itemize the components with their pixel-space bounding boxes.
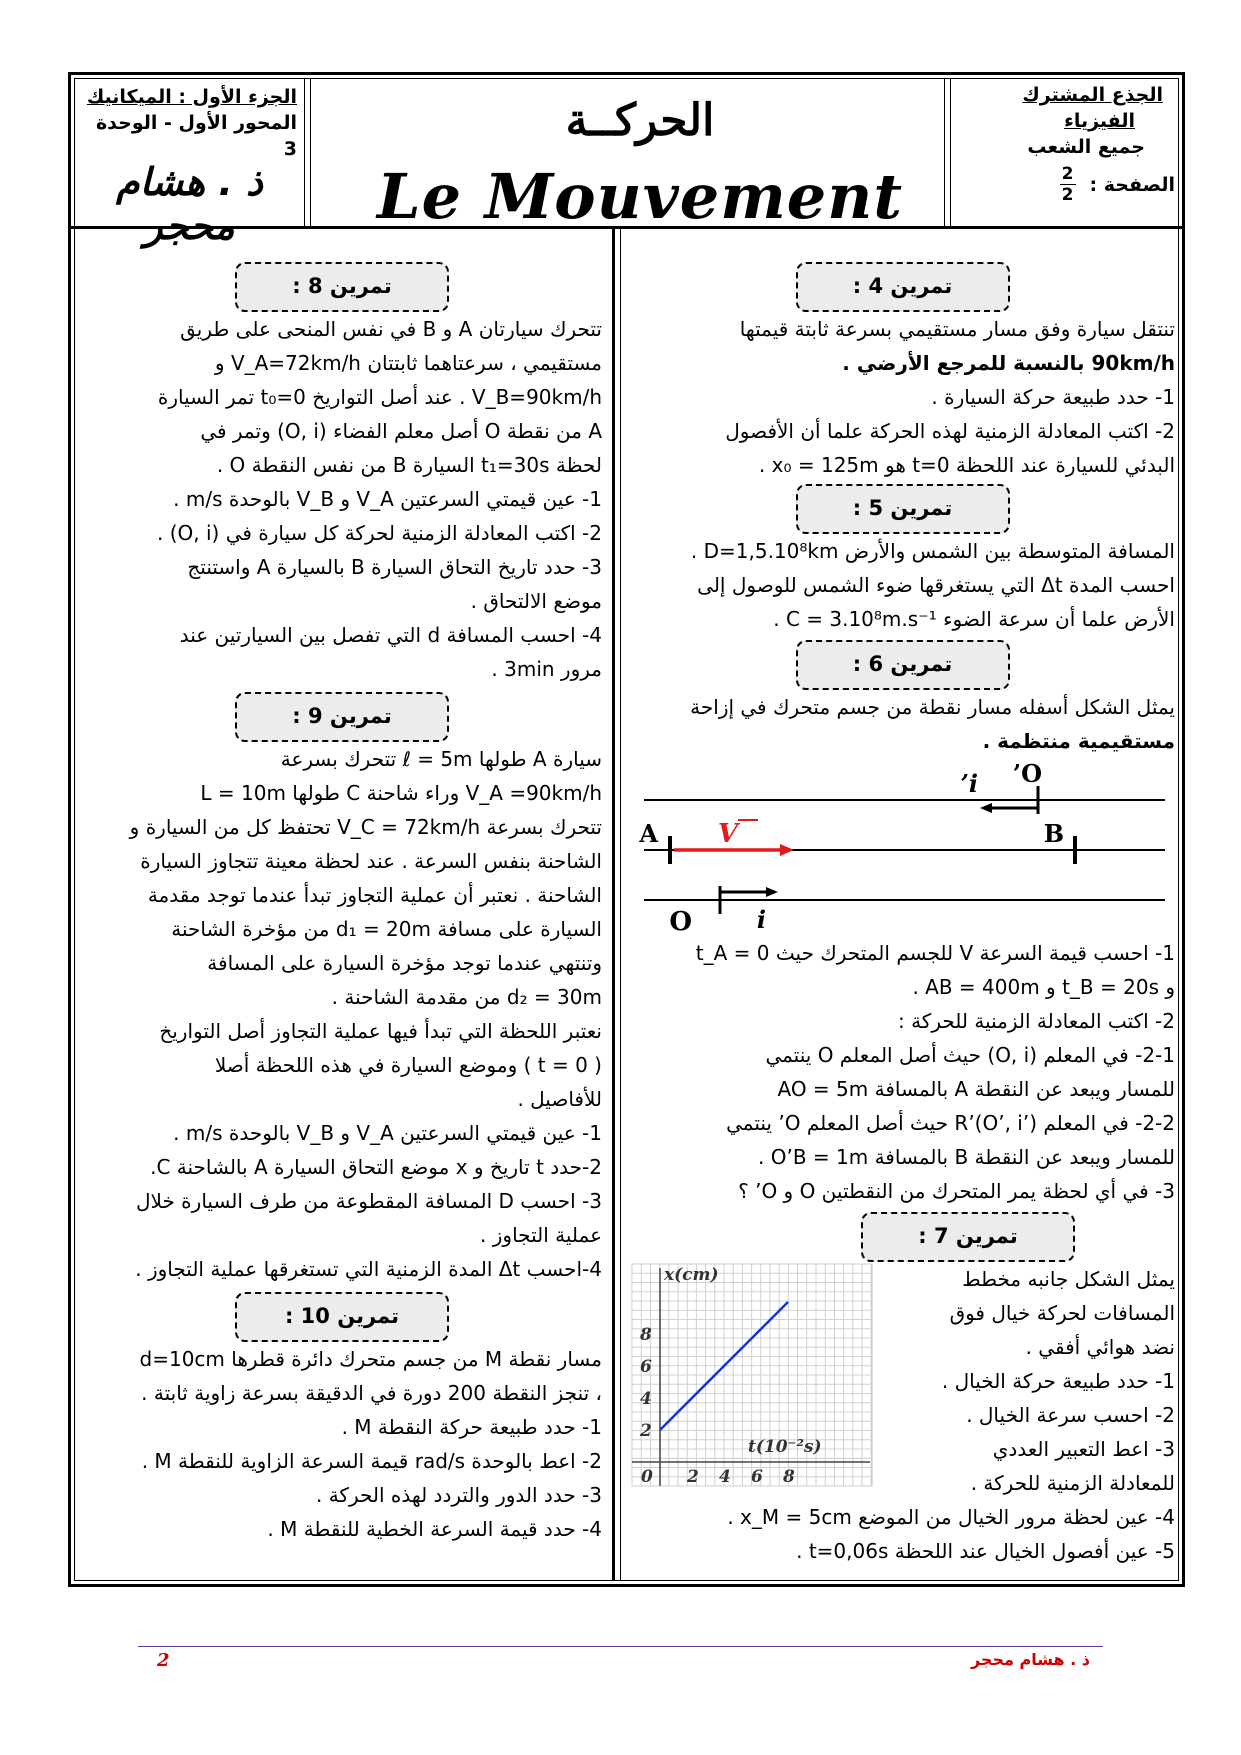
exercise-10-title: تمرين 10 : <box>235 1292 449 1342</box>
ex10-line: ، تنجز النقطة 200 دورة في الدقيقة بسرعة زاوية ثابتة . <box>141 1381 602 1405</box>
left-column <box>82 262 602 1546</box>
exercise-6-title: تمرين 6 : <box>796 640 1010 690</box>
ex6-question: 2- اكتب المعادلة الزمنية للحركة : <box>897 1009 1175 1033</box>
exercise-9-title: تمرين 9 : <box>235 692 449 742</box>
x-tick-label: 4 <box>719 1467 731 1487</box>
ex8-line: A من نقطة O أصل معلم الفضاء (O, i) وتمر في <box>200 419 602 443</box>
ex7-line: للمعادلة الزمنية للحركة . <box>970 1471 1175 1495</box>
ex6-question: 2-1- في المعلم (O, i) حيث أصل المعلم O ينتمي <box>765 1043 1175 1067</box>
header-divider-left <box>304 78 305 226</box>
label-B: B <box>1043 819 1064 848</box>
trajectory-figure <box>630 758 1175 936</box>
header-divider-right-2 <box>950 78 951 226</box>
y-tick-label: 6 <box>640 1357 652 1377</box>
x-tick-label: 8 <box>783 1467 795 1487</box>
ex9-line: 1- عين قيمتي السرعتين V_A و V_B بالوحدة m/s . <box>173 1121 602 1145</box>
ex7-line: المسافات لحركة خيال فوق <box>949 1301 1175 1325</box>
title-arabic: الحركــة <box>565 95 715 146</box>
ex10-line: 2- اعط بالوحدة rad/s قيمة السرعة الزاوية للنقطة M . <box>141 1449 602 1473</box>
ex8-line: 1- عين قيمتي السرعتين V_A و V_B بالوحدة m/s . <box>173 487 602 511</box>
exercise-4-title: تمرين 4 : <box>796 262 1010 312</box>
ex6-intro: يمثل الشكل أسفله مسار نقطة من جسم متحرك في إزاحة <box>690 695 1175 719</box>
ex9-line: الشاحنة بنفس السرعة . عند لحظة معينة تتجاوز السيارة <box>140 849 602 873</box>
ex9-line: وتنتهي عندما توجد مؤخرة السيارة على المسافة <box>207 951 602 975</box>
ex8-line: 3- حدد تاريخ التحاق السيارة B بالسيارة A واستنتج <box>187 555 602 579</box>
ex6-question: 2-2- في المعلم R’(O’, i’) حيث أصل المعلم O’ ينتمي <box>726 1111 1175 1135</box>
y-axis-label: x(cm) <box>664 1265 719 1285</box>
ex9-line: نعتبر اللحظة التي تبدأ فيها عملية التجاوز أصل التواريخ <box>159 1019 602 1043</box>
ex8-line: مستقيمي ، سرعتاهما ثابتتان V_A=72km/h و <box>214 351 602 375</box>
ex9-line: ( t = 0 ) وموضع السيارة في هذه اللحظة أصلا <box>214 1053 602 1077</box>
x-tick-label: 2 <box>687 1467 699 1487</box>
x-axis-label: t(10⁻²s) <box>748 1437 822 1457</box>
x-tick-label: 6 <box>751 1467 763 1487</box>
ex6-question: للمسار ويبعد عن النقطة A بالمسافة AO = 5m <box>777 1077 1175 1101</box>
y-tick-label: 8 <box>640 1325 652 1345</box>
ex7-line: 2- احسب سرعة الخيال . <box>966 1403 1175 1427</box>
level: الجذع المشترك <box>1022 84 1163 106</box>
ex8-line: 2- اكتب المعادلة الزمنية لحركة كل سيارة في (O, i) . <box>157 521 602 545</box>
ex10-line: 1- حدد طبيعة حركة النقطة M . <box>341 1415 602 1439</box>
ex8-line: V_B=90km/h . عند أصل التواريخ t₀=0 تمر السيارة <box>157 385 602 409</box>
exercise-5-title: تمرين 5 : <box>796 484 1010 534</box>
ex7-line: يمثل الشكل جانبه مخطط <box>962 1267 1175 1291</box>
column-divider-2 <box>620 229 621 1581</box>
ex8-line: مرور 3min . <box>491 657 602 681</box>
footer-author: ذ . هشام محجر <box>970 1650 1090 1669</box>
label-v: V <box>717 819 738 849</box>
subject: الفيزياء <box>1064 110 1135 132</box>
ex8-line: 4- احسب المسافة d التي تفصل بين السيارتين عند <box>179 623 602 647</box>
ex10-line: 4- حدد قيمة السرعة الخطية للنقطة M . <box>267 1517 602 1541</box>
label-O-prime: O’ <box>1012 759 1042 788</box>
column-divider <box>612 229 615 1581</box>
ex9-line: للأفاصيل . <box>517 1087 602 1111</box>
ex6-intro: مستقيمية منتظمة . <box>982 729 1175 753</box>
ex6-question: للمسار ويبعد عن النقطة B بالمسافة O’B = 1m . <box>758 1145 1175 1169</box>
ex9-line: 4-احسب Δt المدة الزمنية التي تستغرقها عملية التجاوز . <box>135 1257 602 1281</box>
ex9-line: 3- احسب D المسافة المقطوعة من طرف السيارة خلال <box>136 1189 602 1213</box>
header-divider-left-2 <box>310 78 311 226</box>
branch: جميع الشعب <box>1027 136 1145 158</box>
exercise-7-title: تمرين 7 : <box>861 1212 1075 1262</box>
ex6-question: 3- في أي لحظة يمر المتحرك من النقطتين O و O’ ؟ <box>738 1179 1175 1203</box>
ex6-question: 1- احسب قيمة السرعة V للجسم المتحرك حيث t_A = 0 <box>695 941 1175 965</box>
ex8-line: تتحرك سيارتان A و B في نفس المنحى على طريق <box>180 317 602 341</box>
ex10-line: 3- حدد الدور والتردد لهذه الحركة . <box>315 1483 602 1507</box>
axis-label: المحور الأول - الوحدة 3 <box>95 112 297 160</box>
ex4-line: 2- اكتب المعادلة الزمنية لهذه الحركة علما أن الأفصول <box>725 419 1175 443</box>
label-A: A <box>639 819 658 848</box>
ex4-line: 90km/h بالنسبة للمرجع الأرضي . <box>842 351 1175 375</box>
header-divider-right <box>944 78 945 226</box>
y-tick-label: 4 <box>640 1389 652 1409</box>
title-french: Le Mouvement <box>377 160 903 233</box>
ex9-line: 2-حدد t تاريخ و x موضع التحاق السيارة A بالشاحنة C. <box>150 1155 602 1179</box>
ex9-line: الشاحنة . نعتبر أن عملية التجاوز تبدأ عندما توجد مقدمة <box>147 883 602 907</box>
footer-rule <box>138 1646 1103 1647</box>
right-column <box>630 262 1175 1568</box>
ex5-line: الأرض علما أن سرعة الضوء C = 3.10⁸m.s⁻¹ . <box>773 607 1175 631</box>
label-i-prime: i’ <box>960 769 978 798</box>
ex7-line: 5- عين أفصول الخيال عند اللحظة t=0,06s . <box>796 1539 1175 1563</box>
ex6-question: و t_B = 20s و AB = 400m . <box>912 975 1175 999</box>
position-time-chart <box>630 1262 875 1492</box>
ex7-text <box>875 1262 1175 1500</box>
page-fraction: 2 2 <box>1061 164 1074 205</box>
ex9-line: عملية التجاوز . <box>480 1223 602 1247</box>
page-label: الصفحة : <box>1089 173 1175 196</box>
ex7-line: نضد هوائي أفقي . <box>1025 1335 1175 1359</box>
ex10-line: مسار نقطة M من جسم متحرك دائرة قطرها d=10cm <box>139 1347 602 1371</box>
ex7-line: 1- حدد طبيعة حركة الخيال . <box>941 1369 1175 1393</box>
ex9-line: V_A =90km/h وراء شاحنة C طولها L = 10m <box>200 781 602 805</box>
y-tick-label: 2 <box>640 1421 652 1441</box>
ex7-line: 4- عين لحظة مرور الخيال من الموضع x_M = 5cm . <box>727 1505 1175 1529</box>
label-i: i <box>756 905 766 934</box>
x-tick-label: 0 <box>641 1467 653 1487</box>
ex8-line: لحظة t₁=30s السيارة B من نفس النقطة O . <box>216 453 602 477</box>
exercise-8-title: تمرين 8 : <box>235 262 449 312</box>
ex9-line: سيارة A طولها ℓ = 5m تتحرك بسرعة <box>280 747 602 771</box>
ex7-line: 3- اعط التعبير العددي <box>992 1437 1175 1461</box>
ex4-line: البدئي للسيارة عند اللحظة t=0 هو x₀ = 125m . <box>758 453 1175 477</box>
label-O: O <box>669 907 692 936</box>
ex9-line: السيارة على مسافة d₁ = 20m من مؤخرة الشاحنة <box>171 917 602 941</box>
ex8-line: موضع الالتحاق . <box>470 589 602 613</box>
ex9-line: تتحرك بسرعة V_C = 72km/h تحتفظ كل من السيارة و <box>129 815 602 839</box>
header-right <box>960 82 1175 205</box>
ex5-line: احسب المدة Δt التي يستغرقها ضوء الشمس للوصول إلى <box>697 573 1175 597</box>
teacher-signature: ذ . هشام محجر <box>116 160 263 248</box>
ex9-line: d₂ = 30m من مقدمة الشاحنة . <box>331 985 602 1009</box>
part-label: الجزء الأول : الميكانيك <box>86 86 297 108</box>
footer-page-number: 2 <box>157 1650 170 1671</box>
ex4-line: تنتقل سيارة وفق مسار مستقيمي بسرعة ثابتة قيمتها <box>739 317 1175 341</box>
header-left <box>82 84 297 162</box>
ex4-line: 1- حدد طبيعة حركة السيارة . <box>931 385 1175 409</box>
ex5-line: المسافة المتوسطة بين الشمس والأرض D=1,5.10⁸km . <box>690 539 1175 563</box>
